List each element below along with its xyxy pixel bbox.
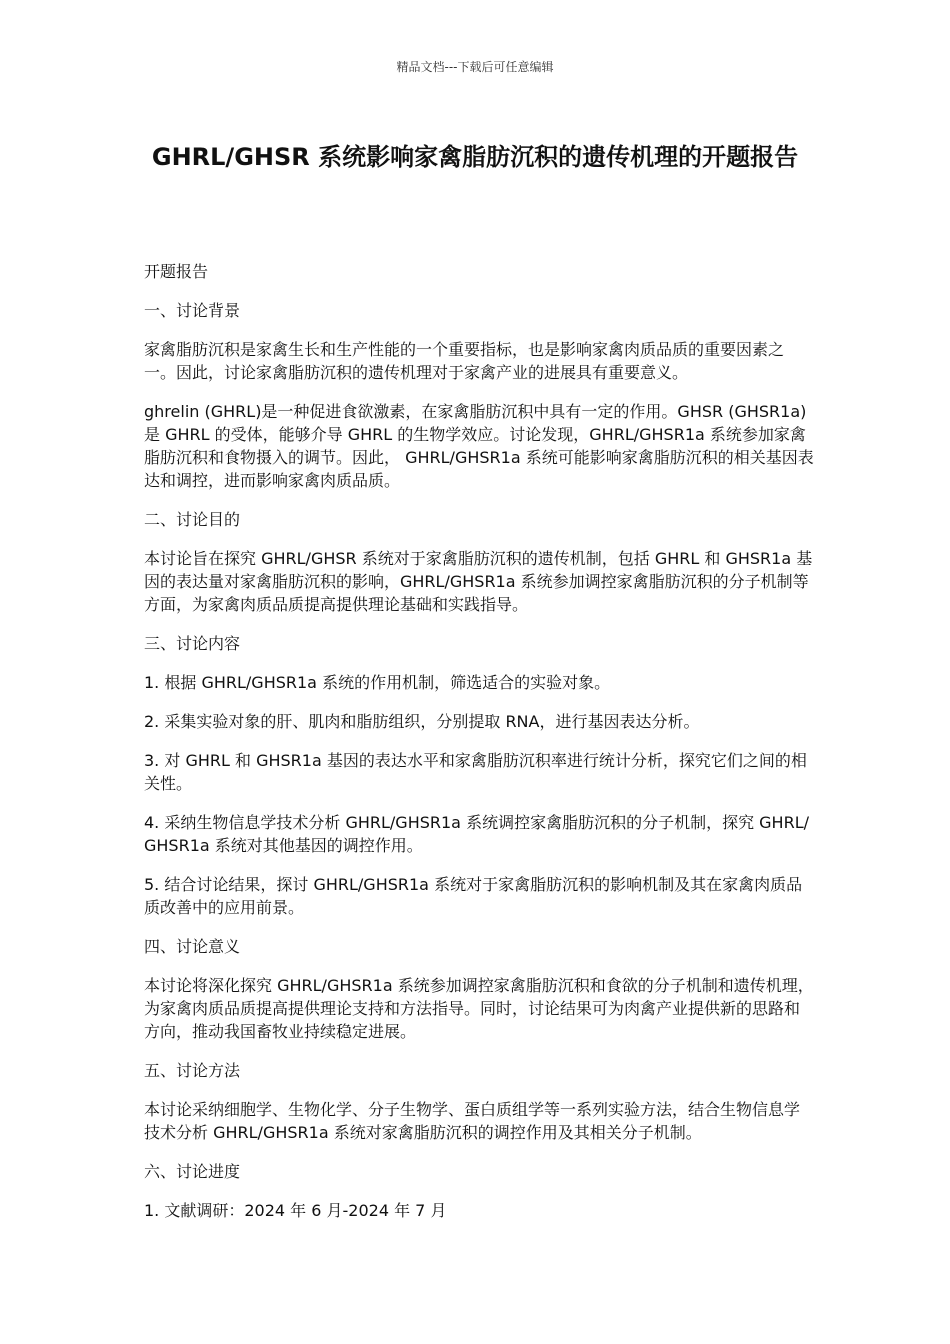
document-body (144, 260, 814, 1238)
section-heading-contents: 三、讨论内容 (144, 634, 241, 653)
significance-paragraph: 本讨论将深化探究 GHRL/GHSR1a 系统参加调控家禽脂肪沉积和食欲的分子机制和遗传机理，为家禽肉质品质提高提供理论支持和方法指导。同时，讨论结果可为肉禽产业提供新的思路和方向，推动我国畜牧业持续稳定进展。 (144, 976, 814, 1041)
progress-item-1: 1. 文献调研：2024 年 6 月-2024 年 7 月 (144, 1201, 447, 1220)
section-heading-progress: 六、讨论进度 (144, 1162, 241, 1181)
contents-item-3: 3. 对 GHRL 和 GHSR1a 基因的表达水平和家禽脂肪沉积率进行统计分析，探究它们之间的相关性。 (144, 751, 807, 793)
header-note: 精品文档---下载后可任意编辑 (396, 60, 554, 74)
purpose-paragraph: 本讨论旨在探究 GHRL/GHSR 系统对于家禽脂肪沉积的遗传机制，包括 GHRL 和 GHSR1a 基因的表达量对家禽脂肪沉积的影响，GHRL/GHSR1a 系统参加调控家禽脂肪沉积的分子机制等方面，为家禽肉质品质提高提供理论基础和实践指导。 (144, 549, 813, 614)
section-heading-significance: 四、讨论意义 (144, 937, 241, 956)
report-label: 开题报告 (144, 262, 209, 281)
contents-item-1: 1. 根据 GHRL/GHSR1a 系统的作用机制，筛选适合的实验对象。 (144, 673, 611, 692)
document-title: GHRL/GHSR 系统影响家禽脂肪沉积的遗传机理的开题报告 (151, 143, 799, 171)
background-paragraph-1: 家禽脂肪沉积是家禽生长和生产性能的一个重要指标，也是影响家禽肉质品质的重要因素之一。因此，讨论家禽脂肪沉积的遗传机理对于家禽产业的进展具有重要意义。 (144, 340, 785, 382)
section-heading-purpose: 二、讨论目的 (144, 510, 241, 529)
contents-item-2: 2. 采集实验对象的肝、肌肉和脂肪组织，分别提取 RNA，进行基因表达分析。 (144, 712, 700, 731)
methods-paragraph: 本讨论采纳细胞学、生物化学、分子生物学、蛋白质组学等一系列实验方法，结合生物信息学技术分析 GHRL/GHSR1a 系统对家禽脂肪沉积的调控作用及其相关分子机制。 (144, 1100, 801, 1142)
contents-item-5: 5. 结合讨论结果，探讨 GHRL/GHSR1a 系统对于家禽脂肪沉积的影响机制及其在家禽肉质品质改善中的应用前景。 (144, 875, 803, 917)
section-heading-background: 一、讨论背景 (144, 301, 241, 320)
section-heading-methods: 五、讨论方法 (144, 1061, 241, 1080)
background-paragraph-2: ghrelin (GHRL)是一种促进食欲激素，在家禽脂肪沉积中具有一定的作用。GHSR (GHSR1a)是 GHRL 的受体，能够介导 GHRL 的生物学效应。讨论发现，GHRL/GHSR1a 系统参加家禽脂肪沉积和食物摄入的调节。因此， GHRL/GHSR1a 系统可能影响家禽脂肪沉积的相关基因表达和调控，进而影响家禽肉质品质。 (144, 402, 814, 490)
contents-item-4: 4. 采纳生物信息学技术分析 GHRL/GHSR1a 系统调控家禽脂肪沉积的分子机制，探究 GHRL/GHSR1a 系统对其他基因的调控作用。 (144, 813, 810, 855)
